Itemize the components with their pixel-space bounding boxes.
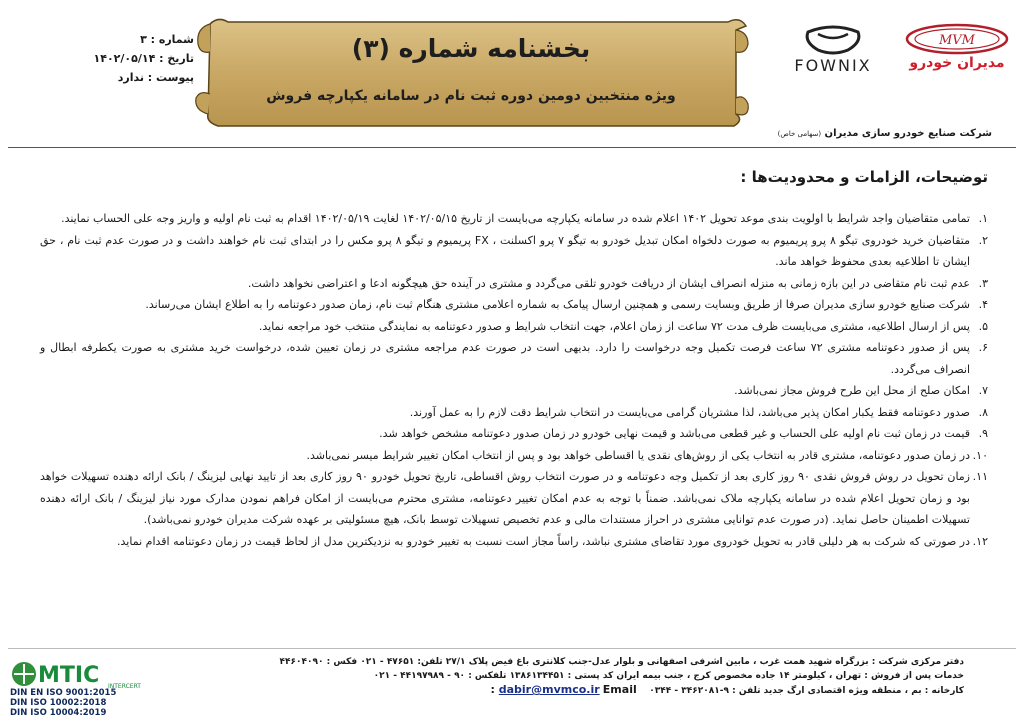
email-label: Email : — [490, 683, 637, 696]
mvm-logo-icon — [902, 22, 1012, 56]
item-number: ۱۰. — [972, 448, 988, 462]
list-item — [40, 294, 988, 316]
header-divider — [8, 147, 1016, 148]
list-item — [40, 423, 988, 445]
intercert-wordmark: INTERCERT — [108, 683, 141, 690]
list-item — [40, 402, 988, 424]
item-number: ۹. — [978, 427, 988, 440]
company-title: شرکت صنایع خودرو سازی مدیران — [824, 128, 992, 139]
list-item — [40, 316, 988, 338]
factory-address: کارخانه : بم ، منطقه ویژه اقتصادی ارگ جدید تلفن : ۹-۳۴۶۲۰۸۱ - ۰۳۴۴ — [649, 686, 964, 696]
circular-subtitle: ویژه منتخبین دومین دوره ثبت نام در سامانه یکپارچه فروش — [266, 88, 676, 104]
item-number: ۱. — [978, 212, 988, 225]
letter-date: تاریخ : ۱۴۰۲/۰۵/۱۴ — [93, 52, 194, 65]
item-number: ۲. — [978, 233, 988, 247]
factory-address-row — [244, 683, 964, 698]
letter-number: شماره : ۳ — [140, 33, 194, 46]
circular-title: بخشنامه شماره (۳) — [351, 34, 591, 63]
item-number: ۸. — [978, 405, 988, 419]
item-text: صدور دعوتنامه فقط یکبار امکان پذیر می‌باشد، لذا مشتریان گرامی می‌بایست در انتخاب شرایط دقت لازم را به عمل آورند. — [409, 405, 970, 419]
mvm-badge: MVM — [938, 33, 976, 48]
item-number: ۵. — [978, 319, 988, 333]
item-text: تمامی متقاضیان واجد شرایط با اولویت بندی موعد تحویل ۱۴۰۲ اعلام شده در سامانه یکپارچه می‌بایست از تاریخ ۱۴۰۲/۰۵/۱۵ لغایت ۱۴۰۲/۰۵/۱۹ اقدام به ثبت نام اولیه و واریز وجه علی الحساب نمایند. — [61, 212, 970, 225]
footer-addresses — [244, 655, 964, 698]
item-text: زمان تحویل در روش فروش نقدی ۹۰ روز کاری بعد از تکمیل وجه دعوتنامه و در صورت انتخاب روش اقساطی، تاریخ تحویل خودرو ۹۰ روز کاری بعد از تایید نهایی لیزینگ / بانک ارائه دهنده تسهیلات خواهد بود و زمان تحویل اعلام شده در سامانه یکپارچه ملاک نمی‌باشد. ضمناً با توجه به عدم امکان تغییر دعوتنامه، مشتری محترم می‌بایست از امکان فراهم نمودن مدارک مورد نیاز لیزینگ / بانک ارائه دهنده تسهیلات اطمینان حاصل نماید. (در صورت عدم توانایی مشتری در احراز مستندات مالی و عدم تخصیص تسهیلات توسط بانک، هیچ مسئولیتی بر عهده شرکت مدیران خودرو نمی‌باشد). — [40, 470, 970, 526]
item-number: ۱۲. — [972, 534, 988, 548]
item-number: ۷. — [978, 384, 988, 397]
letter-meta — [44, 30, 194, 87]
footer-divider — [8, 648, 1016, 649]
fownix-wordmark: FOWNIX — [794, 56, 872, 75]
item-number: ۳. — [978, 276, 988, 290]
scroll-banner-graphic — [188, 14, 754, 130]
list-item — [40, 230, 988, 273]
mtic-logo-icon — [8, 660, 168, 690]
item-text: متقاضیان خرید خودروی تیگو ۸ پرو پریمیوم به صورت دلخواه امکان تبدیل خودرو به تیگو ۷ پرو اکسلنت ، FX پریمیوم و تیگو ۸ پرو مکس را در ابتدای ثبت نام خواهند داشت و در صورت عدم ثبت نام ، حق ایشان تا اطلاعیه بعدی محفوظ خواهد ماند. — [40, 233, 970, 268]
item-text: در صورتی که شرکت به هر دلیلی قادر به تحویل خودروی مورد تقاضای مشتری نباشد، راساً مجاز است نسبت به تغییر خودرو به نزدیکترین مدل از لحاظ قیمت در زمان دعوتنامه اقدام نماید. — [117, 534, 970, 548]
item-number: ۴. — [978, 298, 988, 311]
item-text: شرکت صنایع خودرو سازی مدیران صرفا از طریق وبسایت رسمی و همچنین ارسال پیامک به شماره اعلامی مشتری هنگام ثبت نام، زمان صدور دعوتنامه را به اطلاع ایشان می‌رساند. — [145, 298, 970, 311]
letter-attachment: پیوست : ندارد — [117, 71, 194, 84]
head-office-address: دفتر مرکزی شرکت : بزرگراه شهید همت غرب ، مابین اشرفی اصفهانی و بلوار عدل-جنب کلانتری باغ فیض پلاک ۲۷/۱ تلفن: ۴۷۶۵۱ - ۰۲۱ فکس : ۴۴۶۰۴۰۹۰ — [279, 657, 964, 667]
list-item — [40, 466, 988, 531]
iso-cert: DIN ISO 10004:2019 — [10, 708, 107, 718]
after-sales-address: خدمات پس از فروش : تهران ، کیلومتر ۱۴ جاده مخصوص کرج ، جنب بیمه ایران کد پستی : ۱۳۸۶۱۳۴۴۵۱ تلفکس : ۹۰ - ۴۴۱۹۷۹۸۹ - ۰۲۱ — [373, 671, 964, 681]
iso-cert: DIN ISO 10002:2018 — [10, 698, 107, 708]
email-link[interactable]: dabir@mvmco.ir — [498, 683, 600, 696]
iso-certifications — [10, 688, 170, 718]
mvm-wordmark: مدیران خودرو — [909, 55, 1005, 71]
section-heading: توضیحات، الزامات و محدودیت‌ها : — [740, 168, 988, 186]
list-item — [40, 380, 988, 402]
company-type: (سهامی خاص) — [777, 130, 822, 138]
item-number: ۶. — [978, 341, 988, 354]
item-text: قیمت در زمان ثبت نام اولیه علی الحساب و غیر قطعی می‌باشد و قیمت نهایی خودرو در زمان صدور دعوتنامه مشخص خواهد شد. — [379, 427, 970, 440]
list-item — [40, 273, 988, 295]
iso-cert: DIN EN ISO 9001:2015 — [10, 688, 117, 698]
item-text: امکان صلح از محل این طرح فروش مجاز نمی‌باشد. — [734, 384, 970, 397]
requirements-list — [40, 208, 988, 552]
item-text: پس از ارسال اطلاعیه، مشتری می‌بایست ظرف مدت ۷۲ ساعت از زمان اعلام، جهت انتخاب شرایط و صدور دعوتنامه به نمایندگی منتخب خود مراجعه نماید. — [258, 319, 970, 333]
title-banner — [188, 14, 754, 130]
item-number: ۱۱. — [972, 470, 988, 483]
item-text: در زمان صدور دعوتنامه، مشتری قادر به انتخاب یکی از روش‌های نقدی یا اقساطی خواهد بود و پس از انتخاب امکان تغییر شرایط میسر نمی‌باشد. — [306, 448, 970, 462]
list-item — [40, 337, 988, 380]
mtic-wordmark: MTIC — [38, 663, 100, 688]
list-item — [40, 531, 988, 553]
list-item — [40, 208, 988, 230]
list-item — [40, 445, 988, 467]
company-name — [778, 128, 992, 139]
item-text: پس از صدور دعوتنامه مشتری ۷۲ ساعت فرصت تکمیل وجه درخواست را دارد. بدیهی است در صورت عدم مراجعه مشتری در زمان تعیین شده، درخواست خرید مشتری به صورت یکطرفه ابطال و انصراف می‌گردد. — [40, 341, 970, 376]
item-text: عدم ثبت نام متقاضی در این بازه زمانی به منزله انصراف ایشان از دریافت خودرو تلقی می‌گردد و مشتری در آینده حق هیچگونه ادعا و اعتراضی نخواهد داشت. — [247, 276, 970, 290]
